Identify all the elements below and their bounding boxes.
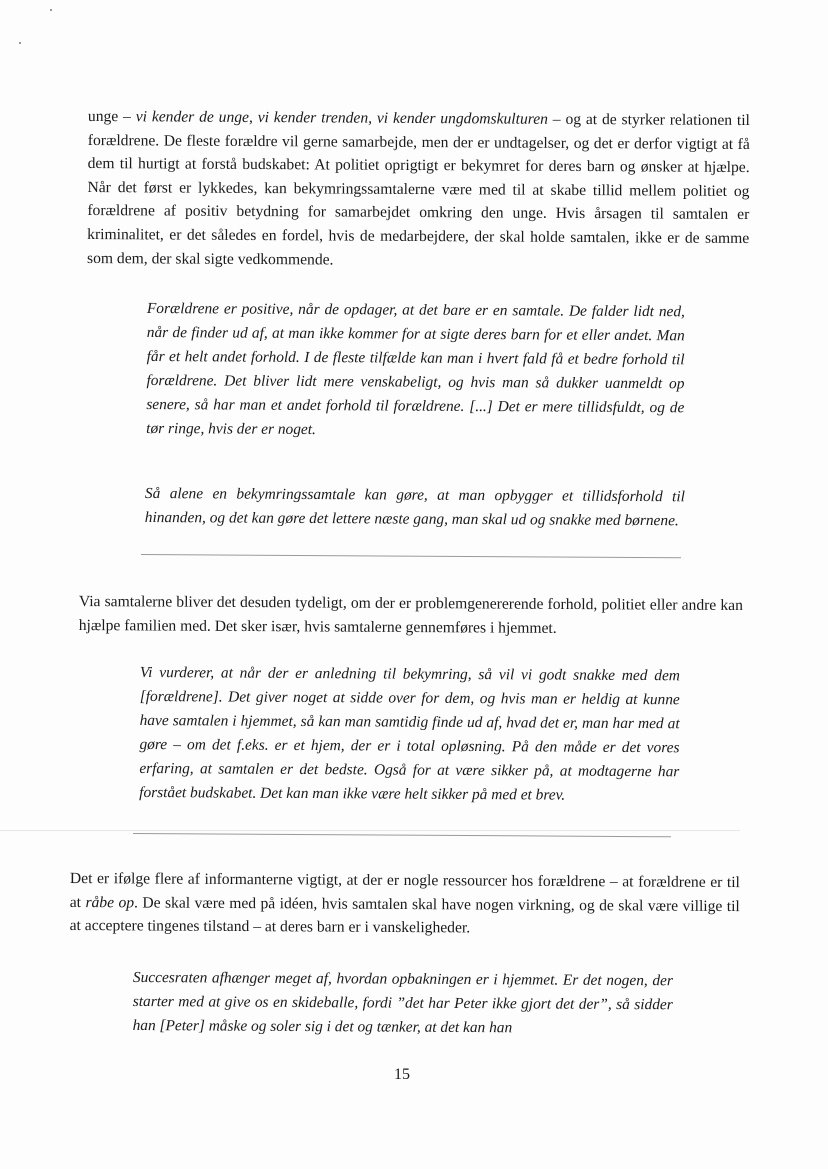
quote-divider [141, 554, 681, 558]
block-quote-4-text: Succesraten afhænger meget af, hvordan opbakningen er i hjemmet. Er det nogen, der starter med at give os en skideballe, fordi ”det har Peter ikke gjort det der”, så sidder han [Peter] måske og soler sig i det og tænker, at det kan han [132, 968, 673, 1037]
block-quote-1-text: Forældrene er positive, når de opdager, at det bare er en samtale. De falder lidt ned, når de finder ud af, at man ikke kommer for at sigte deres barn for et eller andet. Man får et helt andet forhold. I de fleste tilfælde kan man i hvert fald få et bedre forhold til forældrene. Det bliver lidt mere venskabeligt, og hvis man så dukker uanmeldt op senere, så har man et andet forhold til forældrene. [...] Det er mere tillidsfuldt, og de tør ringe, hvis der er noget. [146, 299, 685, 439]
block-quote-1 [146, 297, 685, 444]
quote-divider [133, 833, 671, 837]
block-quote-3-text: Vi vurderer, at når der er anledning til bekymring, så vil vi godt snakke med dem [forældrene]. Det giver noget at sidde over for dem, og hvis man er heldig at kunne have samtalen i hjemmet, så kan man samtidig finde ud af, hvad det er, man har med at gøre – om det f.eks. er et hjem, der er i total opløsning. På den måde er det vores erfaring, at samtalen er det bedste. Også for at være sikker på, at modtagerne har forstået budskabet. Det kan man ikke være helt sikker på med et brev. [139, 663, 680, 804]
paragraph-3-lead: Det er ifølge flere af informanterne vigtigt, at der er nogle ressourcer hos forældrene – at forældrene er til at [69, 869, 740, 911]
page-number: 15 [394, 1066, 410, 1083]
body-paragraph-3 [70, 867, 740, 942]
block-quote-2 [145, 482, 685, 533]
scan-shadow-line [0, 830, 740, 831]
paragraph-3-italic-phrase: råbe op [85, 893, 135, 911]
paragraph-3-rest: . De skal være med på idéen, hvis samtalen skal have nogen virkning, og de skal være villige til at acceptere tingenes tilstand – at deres barn er i vanskeligheder. [69, 893, 740, 937]
paragraph-1-italic-quote: vi kender de unge, vi kender trenden, vi kender ungdomskulturen [135, 108, 549, 128]
block-quote-3 [139, 661, 680, 808]
paragraph-1-rest: – og at de styrker relationen til forældrene. De fleste forældre vil gerne samarbejde, men der er undtagelser, og det er derfor vigtigt at få dem til hurtigt at forstå budskabet: At politiet oprigtigt er bekymret for deres barn og ønsker at hjælpe. Når det først er lykkedes, kan bekymringssamtalerne være med til at skabe tillid mellem politiet og forældrene af positiv betydning for samarbejdet omkring den unge. Hvis årsagen til samtalen er kriminalitet, er det således en fordel, hvis de medarbejdere, der skal holde samtalen, ikke er de samme som dem, der skal sigte vedkommende. [87, 110, 750, 269]
body-paragraph-1 [87, 105, 750, 274]
body-paragraph-2 [79, 590, 743, 641]
block-quote-4 [133, 966, 673, 1041]
paragraph-2-text: Via samtalerne bliver det desuden tydeligt, om der er problemgenererende forhold, politiet eller andre kan hjælpe familien med. Det sker især, hvis samtalerne gennemføres i hjemmet. [78, 592, 743, 637]
scan-speck [19, 42, 21, 44]
block-quote-2-text: Så alene en bekymringssamtale kan gøre, at man opbygger et tillidsforhold til hinanden, og det kan gøre det lettere næste gang, man skal ud og snakke med børnene. [144, 484, 685, 530]
paragraph-1-lead: unge – [87, 107, 136, 126]
scan-speck [50, 9, 52, 11]
